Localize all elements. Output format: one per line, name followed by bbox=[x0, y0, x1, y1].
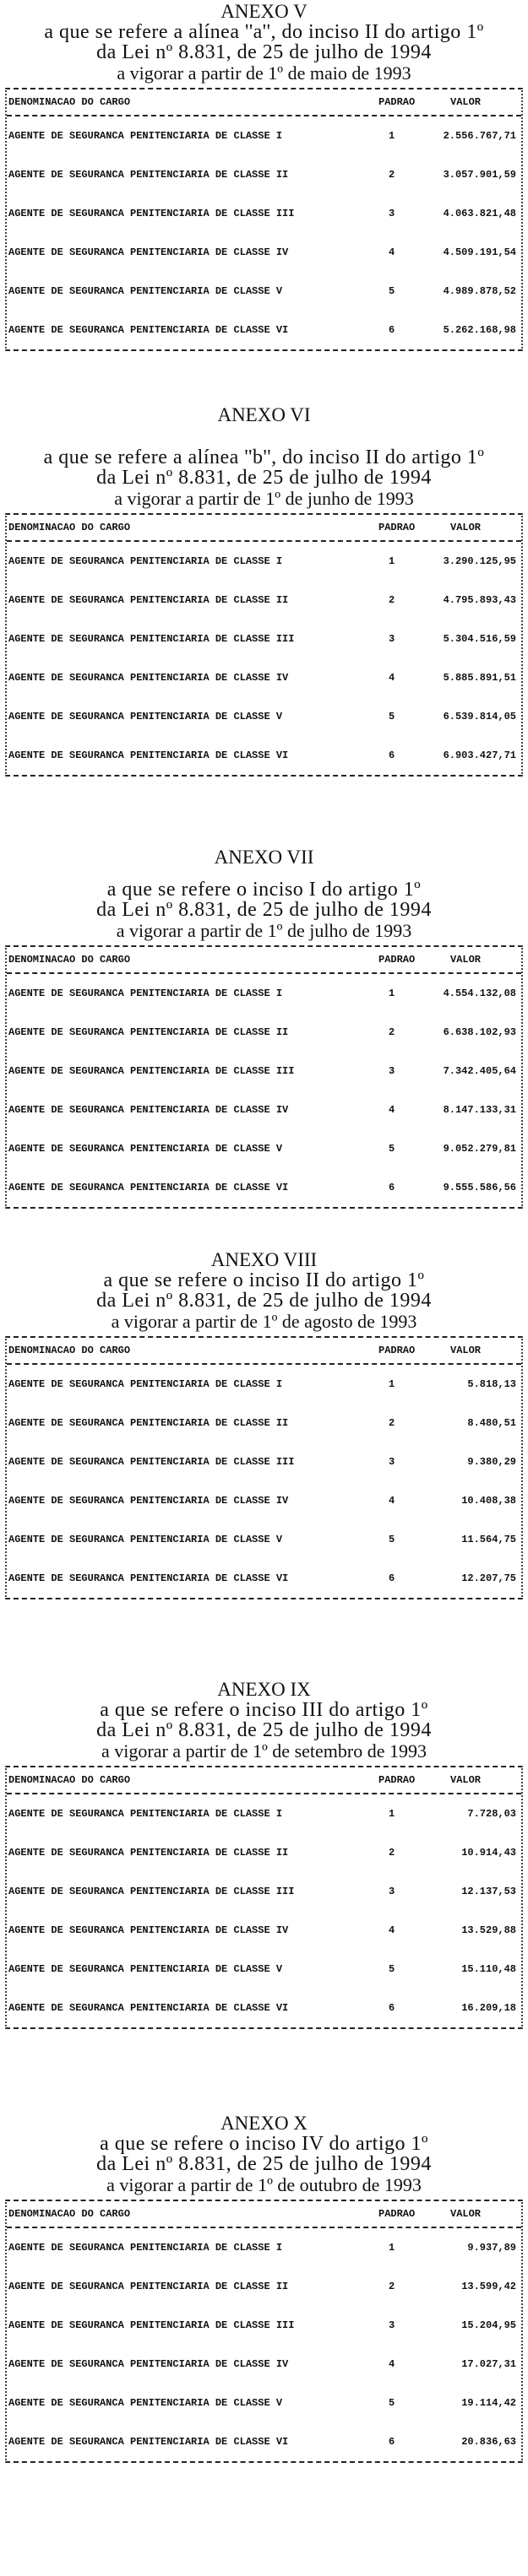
cargo-valor: 9.052.279,81 bbox=[443, 1143, 516, 1155]
table-row bbox=[7, 2384, 521, 2422]
header-padrao: PADRAO bbox=[378, 954, 416, 966]
annex-title: ANEXO VII bbox=[214, 847, 314, 868]
salary-table bbox=[5, 945, 523, 1209]
cargo-valor: 6.539.814,05 bbox=[443, 711, 516, 722]
cargo-name: AGENTE DE SEGURANCA PENITENCIARIA DE CLASSE III bbox=[8, 208, 295, 219]
cargo-padrao: 6 bbox=[389, 2436, 395, 2448]
header-valor: VALOR bbox=[450, 522, 482, 533]
header-padrao: PADRAO bbox=[378, 522, 416, 533]
header-denominacao: DENOMINACAO DO CARGO bbox=[8, 1774, 131, 1786]
cargo-padrao: 1 bbox=[389, 130, 395, 142]
salary-table bbox=[5, 88, 523, 351]
cargo-padrao: 1 bbox=[389, 1378, 395, 1390]
cargo-padrao: 6 bbox=[389, 2002, 395, 2014]
cargo-padrao: 1 bbox=[389, 1808, 395, 1820]
table-row bbox=[7, 1404, 521, 1442]
table-row bbox=[7, 1442, 521, 1481]
cargo-padrao: 1 bbox=[389, 2242, 395, 2254]
table-header bbox=[7, 2201, 521, 2228]
table-row bbox=[7, 2422, 521, 2461]
cargo-padrao: 5 bbox=[389, 2397, 395, 2409]
header-valor: VALOR bbox=[450, 1774, 482, 1786]
annex-subtitle: a que se refere o inciso I do artigo 1º bbox=[106, 879, 422, 901]
cargo-name: AGENTE DE SEGURANCA PENITENCIARIA DE CLASSE IV bbox=[8, 1495, 289, 1507]
annex-effective-date: a vigorar a partir de 1º de setembro de 1993 bbox=[101, 1740, 427, 1762]
cargo-valor: 5.304.516,59 bbox=[443, 633, 516, 645]
cargo-valor: 5.885.891,51 bbox=[443, 672, 516, 684]
table-header bbox=[7, 515, 521, 542]
cargo-padrao: 5 bbox=[389, 1963, 395, 1975]
annex-effective-date: a vigorar a partir de 1º de maio de 1993 bbox=[117, 62, 411, 84]
annex-subtitle: da Lei nº 8.831, de 25 de julho de 1994 bbox=[96, 1719, 432, 1741]
table-header bbox=[7, 89, 521, 116]
cargo-name: AGENTE DE SEGURANCA PENITENCIARIA DE CLASSE I bbox=[8, 555, 283, 567]
annex-effective-date: a vigorar a partir de 1º de agosto de 1993 bbox=[111, 1311, 417, 1332]
cargo-valor: 5.262.168,98 bbox=[443, 324, 516, 336]
cargo-valor: 12.207,75 bbox=[461, 1572, 516, 1584]
cargo-padrao: 5 bbox=[389, 285, 395, 297]
table-header bbox=[7, 947, 521, 974]
table-row bbox=[7, 233, 521, 272]
table-row bbox=[7, 1013, 521, 1052]
cargo-valor: 13.529,88 bbox=[461, 1924, 516, 1936]
table-row bbox=[7, 2345, 521, 2384]
header-padrao: PADRAO bbox=[378, 2208, 416, 2220]
cargo-name: AGENTE DE SEGURANCA PENITENCIARIA DE CLASSE VI bbox=[8, 2436, 289, 2448]
cargo-valor: 4.554.132,08 bbox=[443, 988, 516, 999]
header-padrao: PADRAO bbox=[378, 1345, 416, 1356]
cargo-padrao: 5 bbox=[389, 1143, 395, 1155]
cargo-padrao: 5 bbox=[389, 711, 395, 722]
cargo-padrao: 2 bbox=[389, 169, 395, 181]
cargo-valor: 7.342.405,64 bbox=[443, 1065, 516, 1077]
cargo-padrao: 6 bbox=[389, 1572, 395, 1584]
cargo-name: AGENTE DE SEGURANCA PENITENCIARIA DE CLASSE III bbox=[8, 633, 295, 645]
header-padrao: PADRAO bbox=[378, 1774, 416, 1786]
cargo-padrao: 4 bbox=[389, 1924, 395, 1936]
header-valor: VALOR bbox=[450, 954, 482, 966]
cargo-valor: 5.818,13 bbox=[467, 1378, 516, 1390]
header-denominacao: DENOMINACAO DO CARGO bbox=[8, 2208, 131, 2220]
cargo-name: AGENTE DE SEGURANCA PENITENCIARIA DE CLASSE IV bbox=[8, 2358, 289, 2370]
table-row bbox=[7, 581, 521, 620]
cargo-name: AGENTE DE SEGURANCA PENITENCIARIA DE CLASSE I bbox=[8, 2242, 283, 2254]
table-row bbox=[7, 2306, 521, 2345]
annex-subtitle: a que se refere a alínea ''a'', do inciso II do artigo 1º bbox=[44, 21, 484, 43]
cargo-valor: 4.989.878,52 bbox=[443, 285, 516, 297]
table-row bbox=[7, 1833, 521, 1872]
annex-title: ANEXO VIII bbox=[210, 1249, 318, 1270]
cargo-name: AGENTE DE SEGURANCA PENITENCIARIA DE CLASSE I bbox=[8, 1808, 283, 1820]
annex-vi bbox=[0, 405, 528, 777]
annex-ix bbox=[0, 1680, 528, 2029]
cargo-padrao: 3 bbox=[389, 633, 395, 645]
table-row bbox=[7, 1794, 521, 1833]
cargo-name: AGENTE DE SEGURANCA PENITENCIARIA DE CLASSE IV bbox=[8, 672, 289, 684]
cargo-valor: 10.914,43 bbox=[461, 1847, 516, 1859]
table-row bbox=[7, 272, 521, 311]
cargo-name: AGENTE DE SEGURANCA PENITENCIARIA DE CLASSE V bbox=[8, 2397, 283, 2409]
table-row bbox=[7, 1168, 521, 1207]
cargo-padrao: 1 bbox=[389, 988, 395, 999]
salary-table bbox=[5, 513, 523, 777]
cargo-padrao: 3 bbox=[389, 1456, 395, 1468]
cargo-name: AGENTE DE SEGURANCA PENITENCIARIA DE CLASSE III bbox=[8, 1456, 295, 1468]
cargo-valor: 4.509.191,54 bbox=[443, 246, 516, 258]
cargo-name: AGENTE DE SEGURANCA PENITENCIARIA DE CLASSE V bbox=[8, 1534, 283, 1545]
cargo-padrao: 3 bbox=[389, 208, 395, 219]
table-row bbox=[7, 1559, 521, 1598]
annex-subtitle: da Lei nº 8.831, de 25 de julho de 1994 bbox=[96, 899, 432, 921]
cargo-name: AGENTE DE SEGURANCA PENITENCIARIA DE CLASSE V bbox=[8, 1963, 283, 1975]
cargo-padrao: 4 bbox=[389, 246, 395, 258]
table-row bbox=[7, 155, 521, 194]
table-row bbox=[7, 697, 521, 736]
cargo-name: AGENTE DE SEGURANCA PENITENCIARIA DE CLASSE II bbox=[8, 2281, 289, 2292]
annex-subtitle: da Lei nº 8.831, de 25 de julho de 1994 bbox=[96, 467, 432, 489]
table-header bbox=[7, 1338, 521, 1365]
annex-viii bbox=[0, 1250, 528, 1599]
cargo-valor: 9.380,29 bbox=[467, 1456, 516, 1468]
table-row bbox=[7, 116, 521, 155]
table-row bbox=[7, 1481, 521, 1520]
table-row bbox=[7, 974, 521, 1013]
table-row bbox=[7, 542, 521, 581]
cargo-valor: 12.137,53 bbox=[461, 1886, 516, 1897]
salary-table bbox=[5, 2200, 523, 2463]
cargo-name: AGENTE DE SEGURANCA PENITENCIARIA DE CLASSE II bbox=[8, 169, 289, 181]
cargo-name: AGENTE DE SEGURANCA PENITENCIARIA DE CLASSE III bbox=[8, 1065, 295, 1077]
cargo-name: AGENTE DE SEGURANCA PENITENCIARIA DE CLASSE VI bbox=[8, 2002, 289, 2014]
annex-effective-date: a vigorar a partir de 1º de outubro de 1993 bbox=[106, 2174, 422, 2195]
table-row bbox=[7, 736, 521, 775]
cargo-valor: 15.110,48 bbox=[461, 1963, 516, 1975]
header-denominacao: DENOMINACAO DO CARGO bbox=[8, 954, 131, 966]
cargo-padrao: 6 bbox=[389, 1182, 395, 1193]
cargo-name: AGENTE DE SEGURANCA PENITENCIARIA DE CLASSE III bbox=[8, 2319, 295, 2331]
annex-subtitle: da Lei nº 8.831, de 25 de julho de 1994 bbox=[96, 1290, 432, 1312]
cargo-padrao: 4 bbox=[389, 2358, 395, 2370]
cargo-name: AGENTE DE SEGURANCA PENITENCIARIA DE CLASSE I bbox=[8, 130, 283, 142]
cargo-padrao: 6 bbox=[389, 750, 395, 761]
cargo-name: AGENTE DE SEGURANCA PENITENCIARIA DE CLASSE VI bbox=[8, 324, 289, 336]
table-row bbox=[7, 658, 521, 697]
cargo-name: AGENTE DE SEGURANCA PENITENCIARIA DE CLASSE II bbox=[8, 1026, 289, 1038]
cargo-valor: 3.290.125,95 bbox=[443, 555, 516, 567]
cargo-padrao: 3 bbox=[389, 1886, 395, 1897]
cargo-valor: 8.147.133,31 bbox=[443, 1104, 516, 1116]
table-row bbox=[7, 1989, 521, 2027]
table-row bbox=[7, 1129, 521, 1168]
cargo-padrao: 4 bbox=[389, 672, 395, 684]
cargo-valor: 2.556.767,71 bbox=[443, 130, 516, 142]
cargo-padrao: 3 bbox=[389, 2319, 395, 2331]
cargo-name: AGENTE DE SEGURANCA PENITENCIARIA DE CLASSE IV bbox=[8, 1104, 289, 1116]
cargo-padrao: 2 bbox=[389, 594, 395, 606]
annex-subtitle: a que se refere a alínea ''b'', do inciso II do artigo 1º bbox=[43, 446, 485, 468]
annex-subtitle: da Lei nº 8.831, de 25 de julho de 1994 bbox=[96, 2153, 432, 2175]
header-valor: VALOR bbox=[450, 1345, 482, 1356]
cargo-valor: 10.408,38 bbox=[461, 1495, 516, 1507]
cargo-padrao: 2 bbox=[389, 1847, 395, 1859]
table-row bbox=[7, 1090, 521, 1129]
table-header bbox=[7, 1767, 521, 1794]
cargo-valor: 8.480,51 bbox=[467, 1417, 516, 1429]
cargo-name: AGENTE DE SEGURANCA PENITENCIARIA DE CLASSE I bbox=[8, 1378, 283, 1390]
cargo-name: AGENTE DE SEGURANCA PENITENCIARIA DE CLASSE II bbox=[8, 594, 289, 606]
cargo-valor: 9.937,89 bbox=[467, 2242, 516, 2254]
cargo-valor: 20.836,63 bbox=[461, 2436, 516, 2448]
table-row bbox=[7, 620, 521, 658]
cargo-padrao: 4 bbox=[389, 1104, 395, 1116]
cargo-valor: 4.063.821,48 bbox=[443, 208, 516, 219]
table-row bbox=[7, 1911, 521, 1950]
cargo-name: AGENTE DE SEGURANCA PENITENCIARIA DE CLASSE VI bbox=[8, 750, 289, 761]
cargo-name: AGENTE DE SEGURANCA PENITENCIARIA DE CLASSE VI bbox=[8, 1182, 289, 1193]
cargo-name: AGENTE DE SEGURANCA PENITENCIARIA DE CLASSE II bbox=[8, 1847, 289, 1859]
cargo-padrao: 2 bbox=[389, 2281, 395, 2292]
cargo-padrao: 5 bbox=[389, 1534, 395, 1545]
annex-subtitle: a que se refere o inciso III do artigo 1º bbox=[100, 1699, 428, 1721]
annex-v bbox=[0, 2, 528, 351]
header-padrao: PADRAO bbox=[378, 96, 416, 108]
cargo-valor: 16.209,18 bbox=[461, 2002, 516, 2014]
annex-title: ANEXO IX bbox=[217, 1679, 311, 1700]
table-row bbox=[7, 1365, 521, 1404]
cargo-valor: 7.728,03 bbox=[467, 1808, 516, 1820]
annex-vii bbox=[0, 847, 528, 1209]
header-valor: VALOR bbox=[450, 2208, 482, 2220]
cargo-name: AGENTE DE SEGURANCA PENITENCIARIA DE CLASSE III bbox=[8, 1886, 295, 1897]
cargo-valor: 13.599,42 bbox=[461, 2281, 516, 2292]
cargo-name: AGENTE DE SEGURANCA PENITENCIARIA DE CLASSE V bbox=[8, 1143, 283, 1155]
cargo-name: AGENTE DE SEGURANCA PENITENCIARIA DE CLASSE V bbox=[8, 285, 283, 297]
annex-title: ANEXO V bbox=[220, 1, 308, 22]
annex-subtitle: a que se refere o inciso II do artigo 1º bbox=[103, 1269, 425, 1291]
cargo-valor: 4.795.893,43 bbox=[443, 594, 516, 606]
cargo-padrao: 2 bbox=[389, 1026, 395, 1038]
cargo-name: AGENTE DE SEGURANCA PENITENCIARIA DE CLASSE IV bbox=[8, 246, 289, 258]
cargo-name: AGENTE DE SEGURANCA PENITENCIARIA DE CLASSE VI bbox=[8, 1572, 289, 1584]
header-denominacao: DENOMINACAO DO CARGO bbox=[8, 522, 131, 533]
annex-title: ANEXO VI bbox=[217, 404, 311, 425]
cargo-valor: 9.555.586,56 bbox=[443, 1182, 516, 1193]
cargo-padrao: 2 bbox=[389, 1417, 395, 1429]
cargo-valor: 11.564,75 bbox=[461, 1534, 516, 1545]
cargo-padrao: 1 bbox=[389, 555, 395, 567]
cargo-padrao: 4 bbox=[389, 1495, 395, 1507]
annex-subtitle: da Lei nº 8.831, de 25 de julho de 1994 bbox=[96, 41, 432, 63]
salary-table bbox=[5, 1766, 523, 2029]
cargo-name: AGENTE DE SEGURANCA PENITENCIARIA DE CLASSE IV bbox=[8, 1924, 289, 1936]
annex-effective-date: a vigorar a partir de 1º de junho de 1993 bbox=[114, 488, 414, 509]
cargo-name: AGENTE DE SEGURANCA PENITENCIARIA DE CLASSE II bbox=[8, 1417, 289, 1429]
cargo-name: AGENTE DE SEGURANCA PENITENCIARIA DE CLASSE V bbox=[8, 711, 283, 722]
cargo-valor: 17.027,31 bbox=[461, 2358, 516, 2370]
cargo-valor: 6.903.427,71 bbox=[443, 750, 516, 761]
table-row bbox=[7, 1872, 521, 1911]
cargo-valor: 3.057.901,59 bbox=[443, 169, 516, 181]
table-row bbox=[7, 1052, 521, 1090]
header-denominacao: DENOMINACAO DO CARGO bbox=[8, 1345, 131, 1356]
cargo-padrao: 6 bbox=[389, 324, 395, 336]
table-row bbox=[7, 194, 521, 233]
header-valor: VALOR bbox=[450, 96, 482, 108]
table-row bbox=[7, 1520, 521, 1559]
table-row bbox=[7, 311, 521, 349]
cargo-padrao: 3 bbox=[389, 1065, 395, 1077]
cargo-valor: 19.114,42 bbox=[461, 2397, 516, 2409]
annex-effective-date: a vigorar a partir de 1º de julho de 1993 bbox=[116, 920, 412, 941]
salary-table bbox=[5, 1336, 523, 1599]
annex-subtitle: a que se refere o inciso IV do artigo 1º bbox=[100, 2133, 428, 2155]
annex-title: ANEXO X bbox=[220, 2113, 308, 2134]
cargo-name: AGENTE DE SEGURANCA PENITENCIARIA DE CLASSE I bbox=[8, 988, 283, 999]
table-row bbox=[7, 1950, 521, 1989]
annex-x bbox=[0, 2113, 528, 2463]
header-denominacao: DENOMINACAO DO CARGO bbox=[8, 96, 131, 108]
cargo-valor: 15.204,95 bbox=[461, 2319, 516, 2331]
table-row bbox=[7, 2267, 521, 2306]
cargo-valor: 6.638.102,93 bbox=[443, 1026, 516, 1038]
table-row bbox=[7, 2228, 521, 2267]
